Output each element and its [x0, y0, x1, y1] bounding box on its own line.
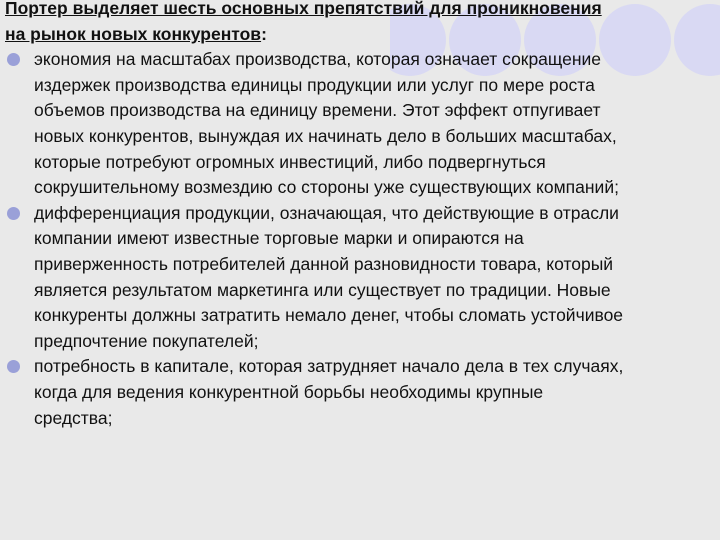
bullet-text-line: дифференциация продукции, означающая, что действующие в отрасли [34, 202, 619, 223]
bullet-text-line: является результатом маркетинга или существует по традиции. Новые [34, 279, 611, 300]
bullet-circle-icon [7, 360, 20, 373]
heading-line-2-underlined: на рынок новых конкурентов [5, 23, 262, 44]
bullet-text-line: предпочтение покупателей; [34, 330, 259, 351]
heading-line-1: Портер выделяет шесть основных препятствий для проникновения [5, 0, 602, 18]
bullet-text-line: конкуренты должны затратить немало денег, чтобы сломать устойчивое [34, 305, 624, 326]
bullet-text-line: новых конкурентов, вынуждая их начинать дело в больших масштабах, [34, 125, 617, 146]
bullet-item-economies-of-scale [5, 47, 717, 201]
bullet-text-line: средства; [34, 407, 113, 428]
bullet-text-line: которые потребуют огромных инвестиций, либо подвергнуться [34, 151, 546, 172]
bullet-text-line: объемов производства на единицу времени. Этот эффект отпугивает [34, 100, 601, 121]
bullet-item-capital-requirements [5, 354, 717, 431]
bullet-circle-icon [7, 207, 20, 220]
bullet-circle-icon [7, 53, 20, 66]
slide-heading [5, 0, 717, 47]
bullet-text-line: потребность в капитале, которая затрудняет начало дела в тех случаях, [34, 356, 624, 377]
heading-line-2-colon: : [261, 23, 267, 44]
bullet-text-line: сокрушительному возмездию со стороны уже существующих компаний; [34, 177, 619, 198]
slide-content [5, 0, 717, 431]
bullet-text-line: когда для ведения конкурентной борьбы необходимы крупные [34, 381, 544, 402]
bullet-item-product-differentiation [5, 201, 717, 355]
bullet-text-line: компании имеют известные торговые марки и опираются на [34, 228, 524, 249]
bullet-text-line: приверженность потребителей данной разновидности товара, который [34, 253, 614, 274]
bullet-text-line: экономия на масштабах производства, которая означает сокращение [34, 49, 602, 70]
bullet-text-line: издержек производства единицы продукции или услуг по мере роста [34, 74, 595, 95]
bullet-list [5, 47, 717, 431]
